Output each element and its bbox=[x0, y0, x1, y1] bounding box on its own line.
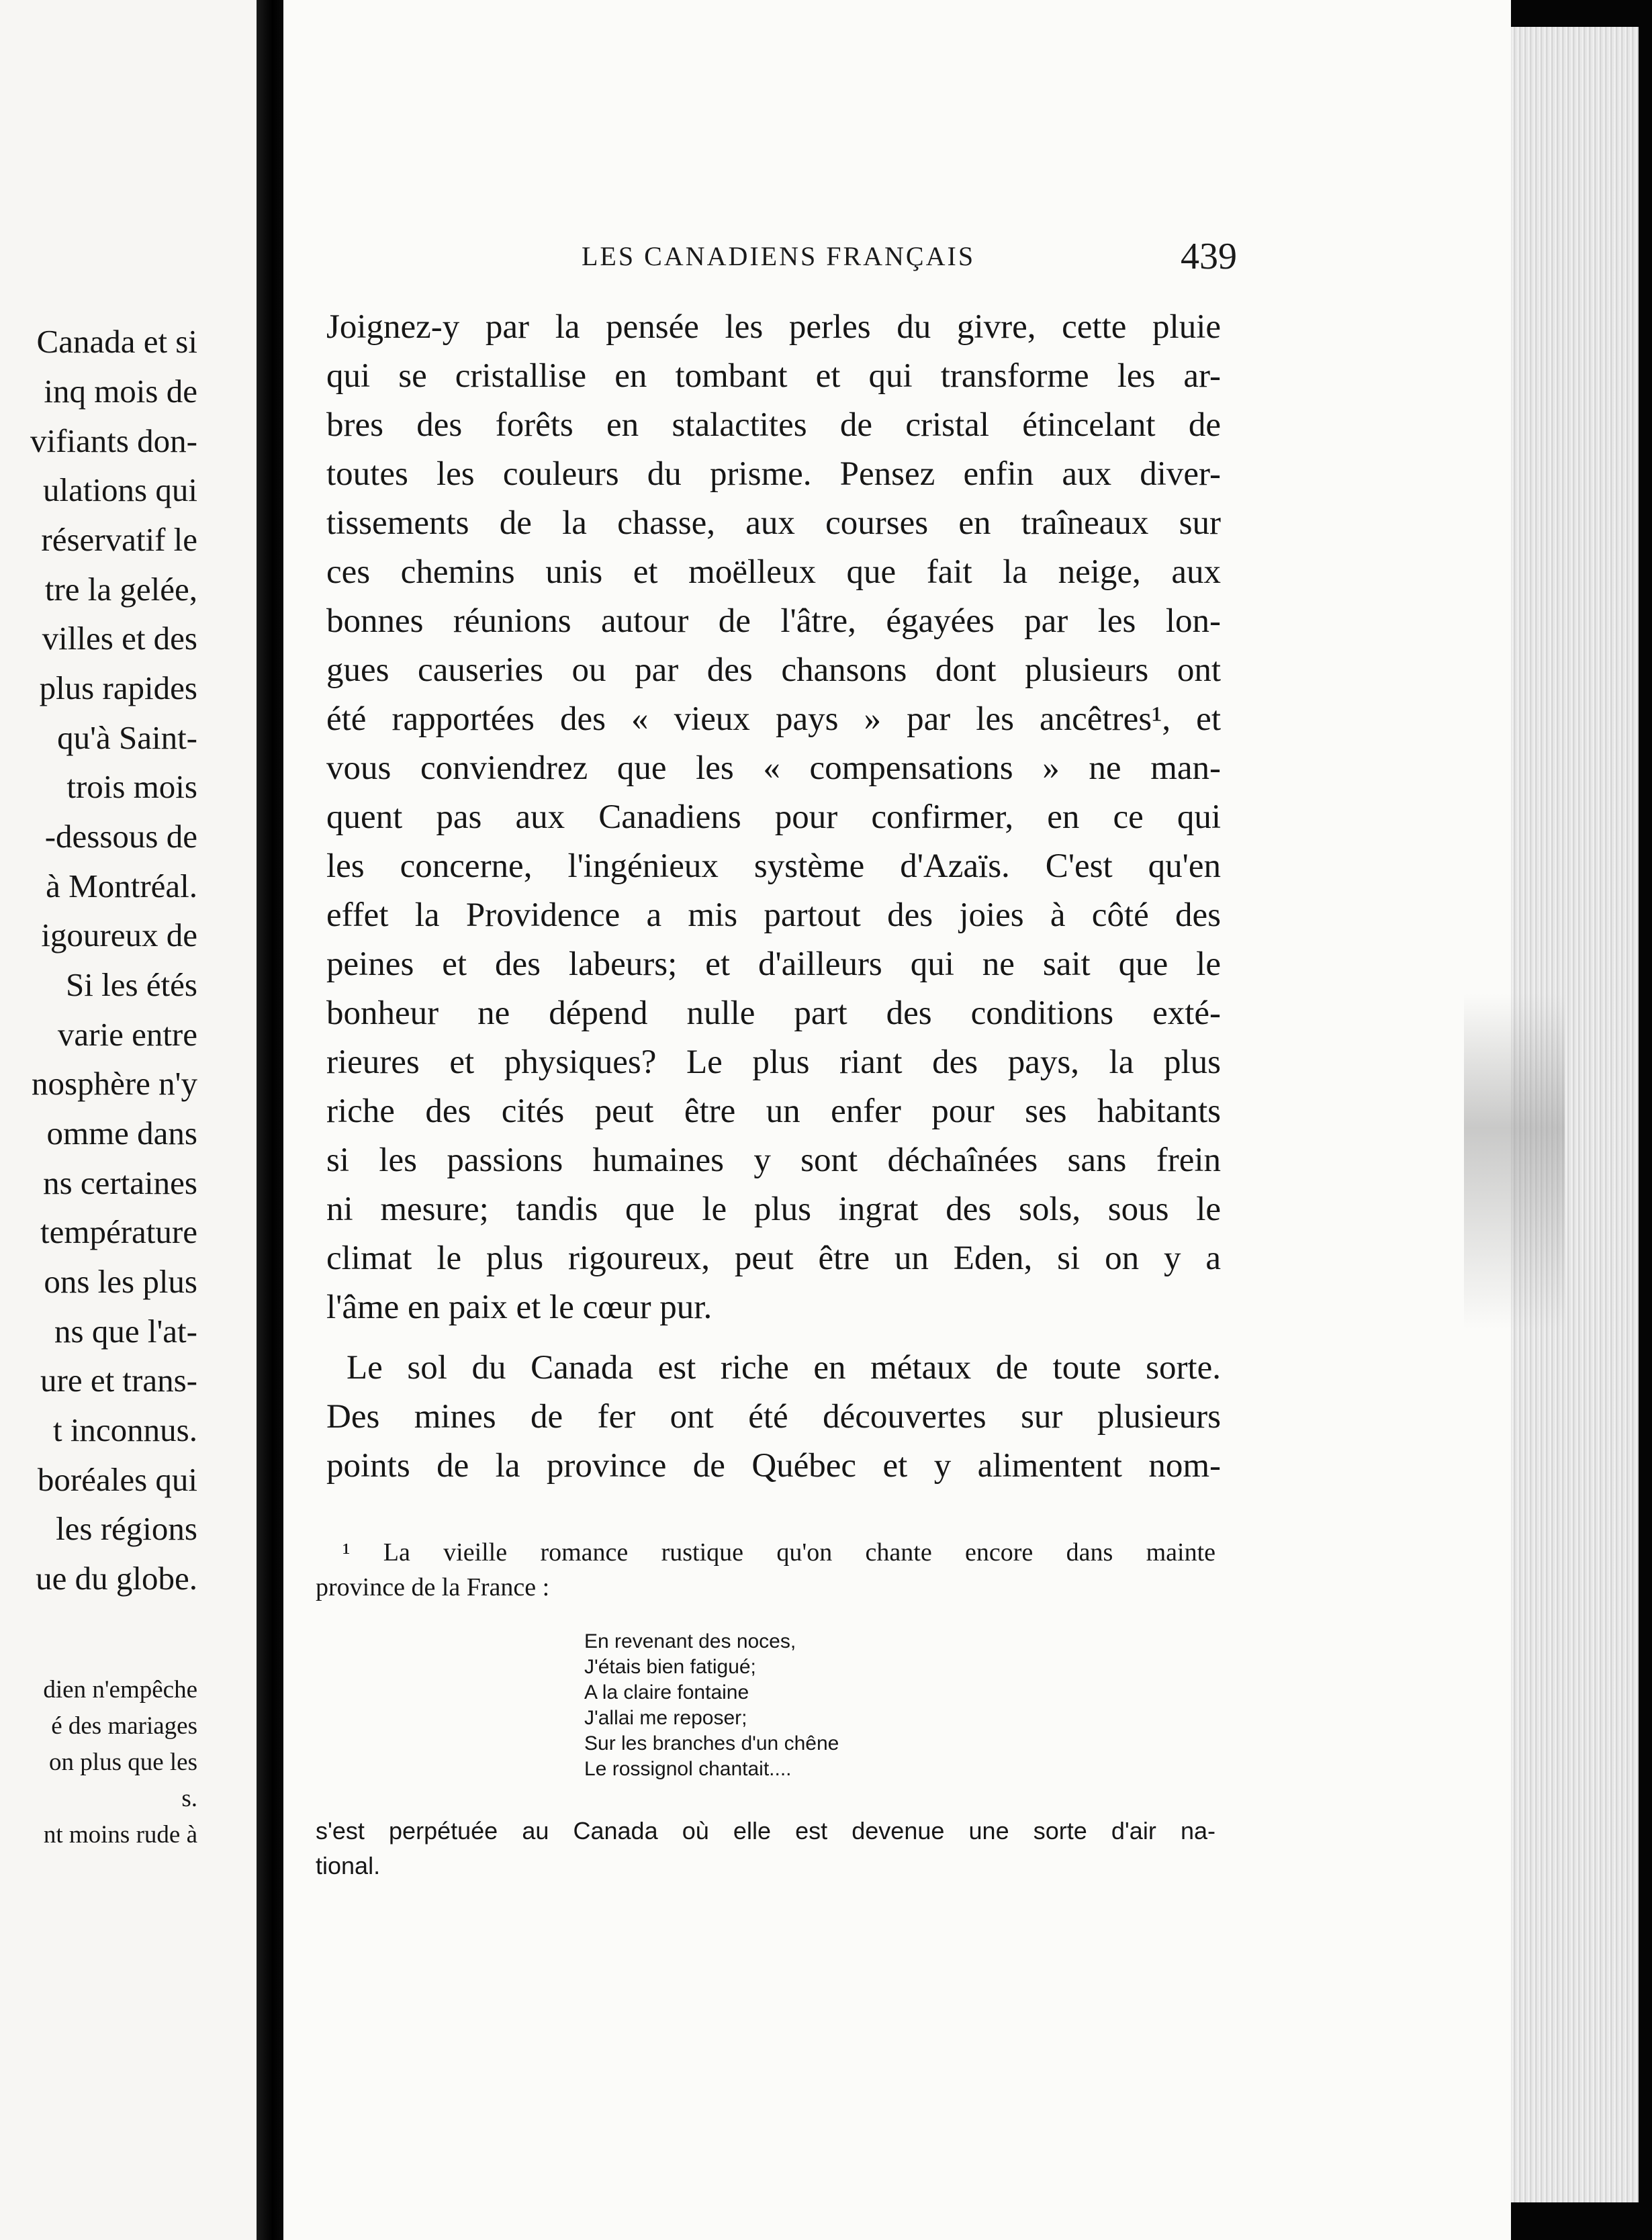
body-line: ces chemins unis et moëlleux que fait la neige, aux bbox=[326, 553, 1221, 591]
left-page-line: ns que l'at- bbox=[54, 1313, 197, 1350]
left-page-line: tre la gelée, bbox=[44, 571, 197, 608]
left-page-line: trois mois bbox=[66, 768, 197, 805]
left-page-line: à Montréal. bbox=[46, 868, 197, 904]
footnote-line: s'est perpétuée au Canada où elle est devenue une sorte d'air na- bbox=[316, 1817, 1215, 1845]
previous-page-fragment bbox=[0, 0, 257, 2240]
verse-line: J'allai me reposer; bbox=[584, 1707, 747, 1729]
left-page-line: plus rapides bbox=[39, 669, 197, 706]
left-page-line: ure et trans- bbox=[40, 1362, 197, 1399]
left-page-note-line: nt moins rude à bbox=[43, 1821, 197, 1849]
body-line: riche des cités peut être un enfer pour ses habitants bbox=[326, 1092, 1221, 1130]
left-page-line: inq mois de bbox=[44, 373, 197, 410]
body-line: si les passions humaines y sont déchaînées sans frein bbox=[326, 1141, 1221, 1179]
body-line: les concerne, l'ingénieux système d'Azaïs. C'est qu'en bbox=[326, 847, 1221, 885]
verse-line: J'étais bien fatigué; bbox=[584, 1656, 756, 1678]
footnote-line: province de la France : bbox=[316, 1573, 550, 1601]
body-line: bonnes réunions autour de l'âtre, égayées par les lon- bbox=[326, 602, 1221, 640]
left-page-note-line: dien n'empêche bbox=[43, 1676, 197, 1704]
left-page-line: boréales qui bbox=[37, 1461, 197, 1498]
left-page-note-line: on plus que les bbox=[49, 1748, 197, 1776]
left-page-line: villes et des bbox=[42, 620, 197, 657]
body-line: gues causeries ou par des chansons dont plusieurs ont bbox=[326, 651, 1221, 689]
body-line: été rapportées des « vieux pays » par les ancêtres¹, et bbox=[326, 700, 1221, 738]
left-page-note-line: é des mariages bbox=[51, 1712, 197, 1740]
left-page-line: nosphère n'y bbox=[32, 1065, 197, 1102]
left-page-line: Canada et si bbox=[36, 323, 197, 360]
left-page-line: les régions bbox=[56, 1510, 197, 1547]
body-line: ni mesure; tandis que le plus ingrat des sols, sous le bbox=[326, 1191, 1221, 1228]
body-line: climat le plus rigoureux, peut être un Eden, si on y a bbox=[326, 1240, 1221, 1277]
left-page-line: -dessous de bbox=[44, 818, 197, 855]
left-page-line: ulations qui bbox=[42, 471, 197, 508]
left-page-line: ns certaines bbox=[43, 1164, 197, 1201]
running-head: LES CANADIENS FRANÇAIS bbox=[582, 241, 976, 271]
left-page-note-line: s. bbox=[181, 1785, 197, 1812]
left-page-line: varie entre bbox=[57, 1016, 197, 1053]
left-page-line: igoureux de bbox=[41, 917, 197, 953]
body-line: bonheur ne dépend nulle part des conditions exté- bbox=[326, 994, 1221, 1032]
footnote-line: ¹ La vieille romance rustique qu'on chante encore dans mainte bbox=[342, 1538, 1215, 1567]
body-line: Joignez-y par la pensée les perles du givre, cette pluie bbox=[326, 308, 1221, 346]
left-page-line: Si les étés bbox=[66, 966, 197, 1003]
body-line: quent pas aux Canadiens pour confirmer, en ce qui bbox=[326, 798, 1221, 836]
body-line: l'âme en paix et le cœur pur. bbox=[326, 1289, 713, 1326]
left-page-line: ue du globe. bbox=[36, 1560, 197, 1597]
left-page-line: réservatif le bbox=[41, 521, 197, 558]
footnote-line: tional. bbox=[316, 1852, 381, 1879]
body-line: qui se cristallise en tombant et qui transforme les ar- bbox=[326, 357, 1221, 395]
left-page-line: omme dans bbox=[46, 1115, 197, 1152]
page-edge-shadow bbox=[1464, 994, 1565, 1329]
verse-line: A la claire fontaine bbox=[584, 1681, 749, 1704]
body-line: Le sol du Canada est riche en métaux de toute sorte. bbox=[347, 1349, 1221, 1387]
body-line: Des mines de fer ont été découvertes sur plusieurs bbox=[326, 1398, 1221, 1436]
verse-line: En revenant des noces, bbox=[584, 1630, 796, 1652]
body-line: tissements de la chasse, aux courses en traîneaux sur bbox=[326, 504, 1221, 542]
left-page-line: t inconnus. bbox=[52, 1411, 197, 1448]
verse-line: Sur les branches d'un chêne bbox=[584, 1732, 839, 1755]
left-page-line: ons les plus bbox=[44, 1263, 197, 1300]
body-line: effet la Providence a mis partout des joies à côté des bbox=[326, 896, 1221, 934]
left-page-line: vifiants don- bbox=[30, 422, 197, 459]
body-line: peines et des labeurs; et d'ailleurs qui ne sait que le bbox=[326, 945, 1221, 983]
body-line: rieures et physiques? Le plus riant des pays, la plus bbox=[326, 1043, 1221, 1081]
book-spine bbox=[257, 0, 283, 2240]
left-page-line: température bbox=[40, 1213, 197, 1250]
page-number: 439 bbox=[1181, 236, 1237, 277]
verse-line: Le rossignol chantait.... bbox=[584, 1758, 792, 1780]
left-page-line: qu'à Saint- bbox=[57, 719, 197, 756]
body-line: vous conviendrez que les « compensations » ne man- bbox=[326, 749, 1221, 787]
body-line: points de la province de Québec et y alimentent nom- bbox=[326, 1447, 1221, 1485]
body-line: bres des forêts en stalactites de cristal étincelant de bbox=[326, 406, 1221, 444]
body-line: toutes les couleurs du prisme. Pensez enfin aux diver- bbox=[326, 455, 1221, 493]
